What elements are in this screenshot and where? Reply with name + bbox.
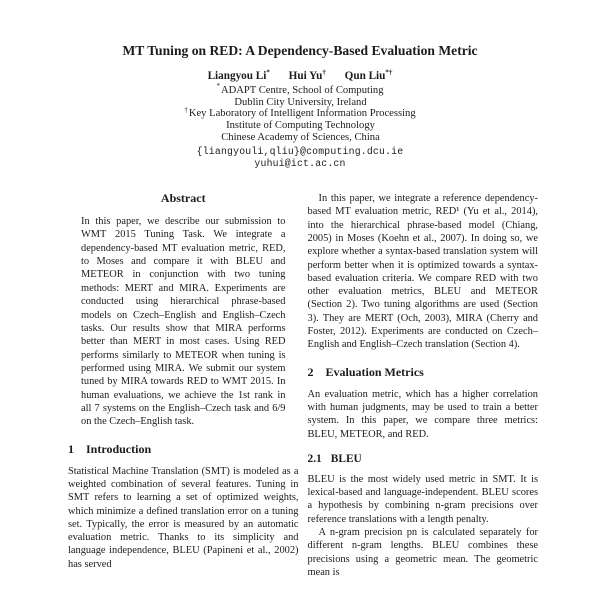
subsection-title: BLEU (330, 452, 362, 465)
affiliation-line (0, 97, 600, 109)
section-heading-introduction (68, 443, 299, 456)
evaluation-metrics-paragraph: An evaluation metric, which has a higher correlation with human judgments, may be used to train a better system. In this paper, we compare three metrics: BLEU, METEOR, and RED. (307, 388, 538, 440)
author-1 (208, 70, 270, 82)
abstract-heading: Abstract (160, 191, 206, 206)
authors-line (0, 70, 600, 82)
author-3-affiliation-marker: *† (385, 68, 393, 77)
affiliation-text: Chinese Academy of Sciences, China (221, 131, 380, 143)
affiliation-marker: * (216, 82, 220, 91)
introduction-paragraph-1: Statistical Machine Translation (SMT) is modeled as a weighted combination of several features. Tuning in SMT refers to learning a set of optimized weights, which minimize a defined translation error on a tuning set. Typically, the error is measured by an automatic evaluation metric. Thanks to its simplicity and language independence, BLEU (Papineni et al., 2002) has served (68, 465, 299, 570)
affiliation-line (0, 132, 600, 144)
section-number: 1 (68, 441, 74, 456)
column-right (308, 192, 539, 579)
section-heading-evaluation-metrics (308, 366, 539, 379)
affiliation-line (0, 120, 600, 132)
author-1-affiliation-marker: * (266, 68, 270, 77)
section-number: 2 (307, 364, 314, 379)
paper-title: MT Tuning on RED: A Dependency-Based Evaluation Metric (122, 43, 478, 58)
email-line: yuhui@ict.ac.cn (254, 157, 346, 169)
affiliation-line (0, 105, 600, 120)
affiliations-block (0, 82, 600, 144)
column-left (68, 192, 299, 579)
abstract-text: In this paper, we describe our submission to WMT 2015 Tuning Task. We integrate a dependency-based MT evaluation metric, RED, to Moses and compare it with BLEU and METEOR in conjunction with two tuning methods: MERT and MIRA. Experiments are conducted using hierarchical phrase-based models on Czech–English and English–Czech tasks. Our results show that MIRA performs better than MERT in most cases. Using RED performs similarly to METEOR when tuning is performed using MIRA. We submit our system tuned by MIRA towards RED to WMT 2015. In human evaluations, we achieve the 1st rank in all 7 systems on the English–Czech task and 6/9 on the Czech–English task. (81, 216, 286, 428)
author-2 (289, 70, 326, 82)
author-3-name: Qun Liu (344, 70, 386, 82)
section-title: Introduction (86, 441, 152, 456)
emails-block (0, 146, 600, 171)
paper-body (68, 192, 538, 579)
subsection-number: 2.1 (307, 452, 322, 465)
bleu-paragraph-2: A n-gram precision pn is calculated separately for different n-gram lengths. BLEU combines these precisions using a geometric mean. The geometric mean is (307, 527, 538, 578)
affiliation-text: Dublin City University, Ireland (234, 96, 367, 108)
author-2-name: Hui Yu (288, 70, 323, 82)
email-line: {liangyouli,qliu}@computing.dcu.ie (196, 145, 404, 157)
affiliation-line (0, 82, 600, 97)
bleu-paragraph-1: BLEU is the most widely used metric in SMT. It is lexical-based and language-independent. BLEU scores a hypothesis by combining n-gram precisions over reference translations with a length penalty. (307, 473, 538, 525)
affiliation-marker: † (184, 105, 188, 114)
author-1-name: Liangyou Li (207, 70, 267, 82)
author-2-affiliation-marker: † (322, 68, 326, 77)
paper-header (0, 0, 600, 170)
affiliation-text: Institute of Computing Technology (226, 120, 375, 132)
affiliation-text: Key Laboratory of Intelligent Information Processing (188, 108, 416, 120)
author-3 (345, 70, 393, 82)
subsection-heading-bleu (308, 453, 539, 465)
section-title: Evaluation Metrics (325, 364, 424, 379)
introduction-paragraph-2: In this paper, we integrate a reference dependency-based MT evaluation metric, RED¹ (Yu et al., 2014), into the hierarchical phrase-based model (Chiang, 2005) in Moses (Koehn et al., 2007). In doing so, we explore whether a syntax-based translation system will perform better when it is optimized towards a syntax-based evaluation criteria. We compare RED with two other evaluation metrics, BLEU and METEOR (Section 2). Two tuning algorithms are used (Section 3). They are MERT (Och, 2003), MIRA (Cherry and Foster, 2012). Experiments are conducted on Czech–English and English–Czech translation (Section 4). (307, 193, 538, 351)
affiliation-text: ADAPT Centre, School of Computing (220, 85, 384, 96)
